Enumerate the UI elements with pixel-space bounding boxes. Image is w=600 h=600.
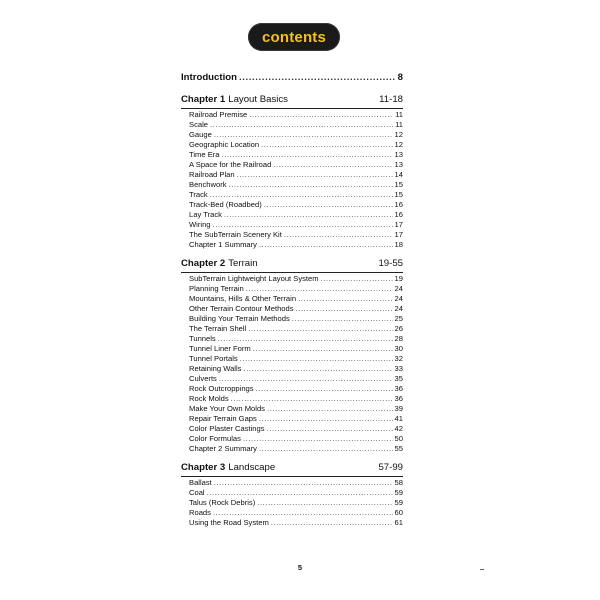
toc-entry[interactable]	[189, 294, 403, 304]
toc-entry[interactable]	[189, 284, 403, 294]
chapter-heading[interactable]	[181, 258, 403, 271]
entry-title: Track	[189, 190, 208, 199]
dot-leader	[210, 190, 393, 199]
entry-page: 12	[394, 130, 403, 139]
dot-leader	[264, 200, 393, 209]
entry-page: 24	[394, 284, 403, 293]
entry-page: 16	[394, 210, 403, 219]
intro-label: Introduction	[181, 72, 237, 83]
entry-title: The Terrain Shell	[189, 324, 247, 333]
entry-title: Mountains, Hills & Other Terrain	[189, 294, 297, 303]
entry-page: 50	[394, 434, 403, 443]
chapter-label: Chapter 1	[181, 94, 226, 105]
entry-page: 17	[394, 230, 403, 239]
chapter-label: Chapter 2	[181, 258, 226, 269]
toc-entry[interactable]	[189, 384, 403, 394]
entry-page: 55	[394, 444, 403, 453]
entry-title: Make Your Own Molds	[189, 404, 265, 413]
toc-entry[interactable]	[189, 210, 403, 220]
entry-page: 13	[394, 160, 403, 169]
toc-entry[interactable]	[189, 324, 403, 334]
entry-page: 24	[394, 304, 403, 313]
toc-entry[interactable]	[189, 434, 403, 444]
entry-title: Chapter 2 Summary	[189, 444, 257, 453]
dot-leader	[298, 294, 392, 303]
dot-leader	[243, 364, 392, 373]
toc-entry[interactable]	[189, 364, 403, 374]
chapter-label: Chapter 3	[181, 462, 226, 473]
dot-leader	[284, 230, 393, 239]
entry-title: Rock Molds	[189, 394, 229, 403]
toc-entry[interactable]	[189, 488, 403, 498]
toc-entry[interactable]	[189, 130, 403, 140]
chapter-entry-list	[181, 272, 403, 454]
dot-leader	[240, 354, 393, 363]
dot-leader	[259, 240, 393, 249]
toc-entry[interactable]	[189, 394, 403, 404]
chapter-section	[181, 462, 403, 528]
dot-leader	[256, 384, 393, 393]
dot-leader	[267, 404, 393, 413]
entry-title: Chapter 1 Summary	[189, 240, 257, 249]
entry-title: Rock Outcroppings	[189, 384, 254, 393]
chapter-page-range: 19-55	[378, 258, 403, 269]
toc-entry[interactable]	[189, 518, 403, 528]
chapter-title: Landscape	[228, 462, 276, 473]
dot-leader	[253, 344, 393, 353]
entry-page: 58	[394, 478, 403, 487]
toc-entry[interactable]	[189, 190, 403, 200]
toc-entry[interactable]	[189, 334, 403, 344]
entry-page: 18	[394, 240, 403, 249]
entry-page: 28	[394, 334, 403, 343]
entry-title: Talus (Rock Debris)	[189, 498, 256, 507]
dot-leader	[296, 304, 393, 313]
toc-entry[interactable]	[189, 314, 403, 324]
toc-entry[interactable]	[189, 200, 403, 210]
entry-title: Wiring	[189, 220, 211, 229]
dot-leader	[219, 374, 393, 383]
chapter-heading[interactable]	[181, 94, 403, 107]
chapter-list	[181, 94, 403, 528]
contents-title: contents	[261, 28, 327, 46]
entry-title: Lay Track	[189, 210, 222, 219]
dot-leader	[229, 180, 393, 189]
entry-page: 12	[394, 140, 403, 149]
dot-leader	[248, 324, 392, 333]
dot-leader	[214, 130, 393, 139]
toc-entry[interactable]	[189, 150, 403, 160]
entry-title: Culverts	[189, 374, 217, 383]
entry-title: Planning Terrain	[189, 284, 244, 293]
dot-leader	[210, 120, 393, 129]
toc-entry[interactable]	[189, 110, 403, 120]
dot-leader	[218, 334, 393, 343]
dot-leader	[239, 72, 396, 83]
entry-title: Gauge	[189, 130, 212, 139]
entry-title: The SubTerrain Scenery Kit	[189, 230, 282, 239]
entry-page: 26	[394, 324, 403, 333]
chapter-title: Terrain	[228, 258, 258, 269]
entry-title: SubTerrain Lightweight Layout System	[189, 274, 319, 283]
chapter-section	[181, 94, 403, 250]
entry-page: 15	[394, 180, 403, 189]
page-number: 5	[297, 563, 303, 572]
toc-entry[interactable]	[189, 140, 403, 150]
dot-leader	[213, 508, 393, 517]
entry-title: Track-Bed (Roadbed)	[189, 200, 262, 209]
entry-page: 36	[394, 384, 403, 393]
entry-page: 17	[394, 220, 403, 229]
entry-title: Using the Road System	[189, 518, 269, 527]
entry-title: Repair Terrain Gaps	[189, 414, 257, 423]
toc-entry[interactable]	[189, 444, 403, 454]
entry-page: 33	[394, 364, 403, 373]
entry-title: Color Formulas	[189, 434, 241, 443]
entry-title: A Space for the Railroad	[189, 160, 272, 169]
entry-title: Scale	[189, 120, 208, 129]
toc-entry[interactable]	[189, 414, 403, 424]
entry-page: 60	[394, 508, 403, 517]
dot-leader	[259, 444, 393, 453]
dot-leader	[231, 394, 393, 403]
entry-page: 25	[394, 314, 403, 323]
toc-intro-row[interactable]	[181, 72, 403, 86]
toc-entry[interactable]	[189, 274, 403, 284]
entry-page: 19	[394, 274, 403, 283]
toc-entry[interactable]	[189, 478, 403, 488]
chapter-entry-list	[181, 108, 403, 250]
dot-leader	[237, 170, 393, 179]
entry-title: Retaining Walls	[189, 364, 242, 373]
entry-page: 61	[394, 518, 403, 527]
entry-title: Color Plaster Castings	[189, 424, 265, 433]
entry-title: Time Era	[189, 150, 220, 159]
toc-entry[interactable]	[189, 120, 403, 130]
entry-page: 14	[394, 170, 403, 179]
chapter-page-range: 11-18	[379, 94, 403, 105]
dot-leader	[224, 210, 393, 219]
dot-leader	[292, 314, 393, 323]
entry-title: Geographic Location	[189, 140, 260, 149]
entry-page: 35	[394, 374, 403, 383]
entry-title: Tunnels	[189, 334, 216, 343]
dot-leader	[243, 434, 393, 443]
dot-leader	[222, 150, 393, 159]
page-mark	[480, 569, 484, 570]
entry-page: 42	[394, 424, 403, 433]
entry-page: 13	[394, 150, 403, 159]
entry-title: Other Terrain Contour Methods	[189, 304, 294, 313]
contents-title-badge	[248, 23, 340, 51]
dot-leader	[249, 110, 393, 119]
entry-page: 30	[394, 344, 403, 353]
toc-entry[interactable]	[189, 170, 403, 180]
entry-page: 15	[394, 190, 403, 199]
toc-entry[interactable]	[189, 344, 403, 354]
entry-title: Ballast	[189, 478, 212, 487]
entry-page: 16	[394, 200, 403, 209]
toc-entry[interactable]	[189, 508, 403, 518]
toc-entry[interactable]	[189, 230, 403, 240]
dot-leader	[259, 414, 393, 423]
entry-title: Railroad Premise	[189, 110, 248, 119]
dot-leader	[213, 220, 393, 229]
chapter-entry-list	[181, 476, 403, 528]
dot-leader	[207, 488, 393, 497]
dot-leader	[271, 518, 393, 527]
dot-leader	[246, 284, 393, 293]
intro-page: 8	[397, 72, 403, 83]
entry-page: 11	[395, 120, 403, 129]
chapter-page-range: 57-99	[378, 462, 403, 473]
entry-page: 59	[394, 498, 403, 507]
entry-page: 11	[395, 110, 403, 119]
entry-page: 59	[394, 488, 403, 497]
toc-entry[interactable]	[189, 180, 403, 190]
entry-title: Benchwork	[189, 180, 227, 189]
dot-leader	[321, 274, 393, 283]
entry-title: Railroad Plan	[189, 170, 235, 179]
toc-entry[interactable]	[189, 220, 403, 230]
toc-entry[interactable]	[189, 498, 403, 508]
toc-entry[interactable]	[189, 404, 403, 414]
entry-page: 24	[394, 294, 403, 303]
entry-page: 41	[394, 414, 403, 423]
toc-entry[interactable]	[189, 424, 403, 434]
entry-title: Building Your Terrain Methods	[189, 314, 290, 323]
toc-entry[interactable]	[189, 374, 403, 384]
chapter-title: Layout Basics	[228, 94, 288, 105]
dot-leader	[261, 140, 392, 149]
dot-leader	[267, 424, 393, 433]
entry-title: Tunnel Portals	[189, 354, 238, 363]
dot-leader	[214, 478, 393, 487]
entry-page: 36	[394, 394, 403, 403]
table-of-contents	[181, 72, 403, 528]
entry-page: 32	[394, 354, 403, 363]
entry-title: Coal	[189, 488, 205, 497]
entry-title: Tunnel Liner Form	[189, 344, 251, 353]
dot-leader	[273, 160, 392, 169]
toc-entry[interactable]	[189, 304, 403, 314]
toc-entry[interactable]	[189, 354, 403, 364]
chapter-heading[interactable]	[181, 462, 403, 475]
dot-leader	[257, 498, 392, 507]
entry-page: 39	[394, 404, 403, 413]
toc-entry[interactable]	[189, 240, 403, 250]
toc-entry[interactable]	[189, 160, 403, 170]
entry-title: Roads	[189, 508, 211, 517]
chapter-section	[181, 258, 403, 454]
